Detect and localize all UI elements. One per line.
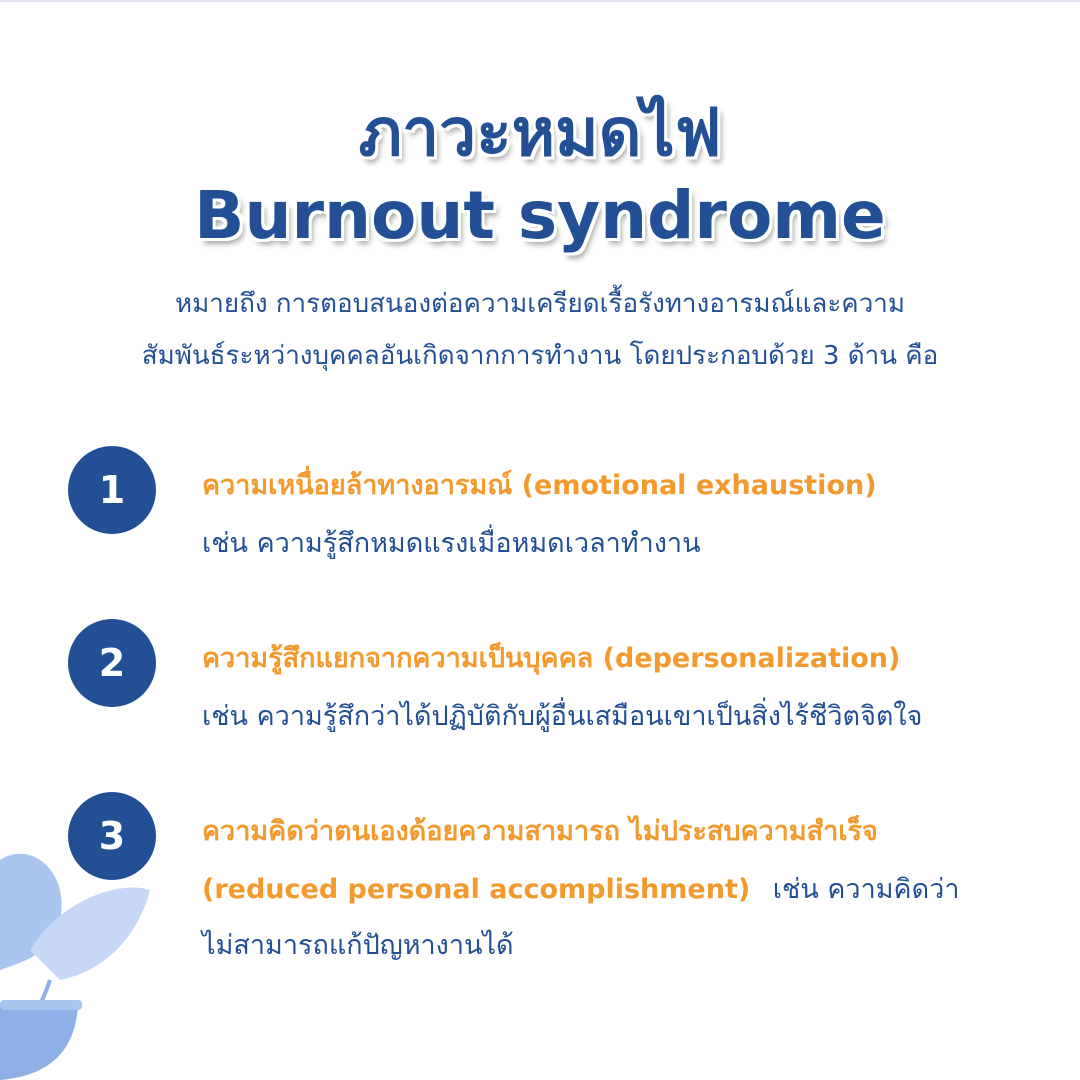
number-badge-1: 1 (68, 446, 156, 534)
intro-line-1: หมายถึง การตอบสนองต่อความเครียดเรื้อรังทางอารมณ์และความ (174, 289, 906, 319)
item-3-example: ไม่สามารถแก้ปัญหางานได้ (202, 930, 514, 961)
item-2-example: เช่น ความรู้สึกว่าได้ปฏิบัติกับผู้อื่นเสมือนเขาเป็นสิ่งไร้ชีวิตจิตใจ (202, 701, 923, 732)
item-1-example: เช่น ความรู้สึกหมดแรงเมื่อหมดเวลาทำงาน (202, 528, 701, 559)
intro-line-2: สัมพันธ์ระหว่างบุคคลอันเกิดจากการทำงาน โดยประกอบด้วย 3 ด้าน คือ (141, 341, 939, 371)
number-badge-2: 2 (68, 619, 156, 707)
plant-illustration (0, 840, 160, 1080)
page-title-thai: ภาวะหมดไฟ (358, 94, 722, 171)
number-badge-3: 3 (68, 792, 156, 880)
top-divider (0, 0, 1080, 2)
plant-pot-rim (0, 1000, 82, 1010)
item-3-heading: ความคิดว่าตนเองด้อยความสามารถ ไม่ประสบความสำเร็จ (202, 816, 878, 847)
item-3-example-start: เช่น ความคิดว่า (772, 874, 960, 905)
item-1-heading: ความเหนื่อยล้าทางอารมณ์ (emotional exhaustion) (202, 470, 877, 501)
page-title-english: Burnout syndrome (194, 177, 886, 254)
plant-pot (0, 1005, 78, 1080)
item-3-line-2 (202, 872, 959, 908)
item-3-heading-english: (reduced personal accomplishment) (202, 874, 751, 905)
item-2-heading: ความรู้สึกแยกจากความเป็นบุคคล (depersonalization) (202, 643, 901, 674)
